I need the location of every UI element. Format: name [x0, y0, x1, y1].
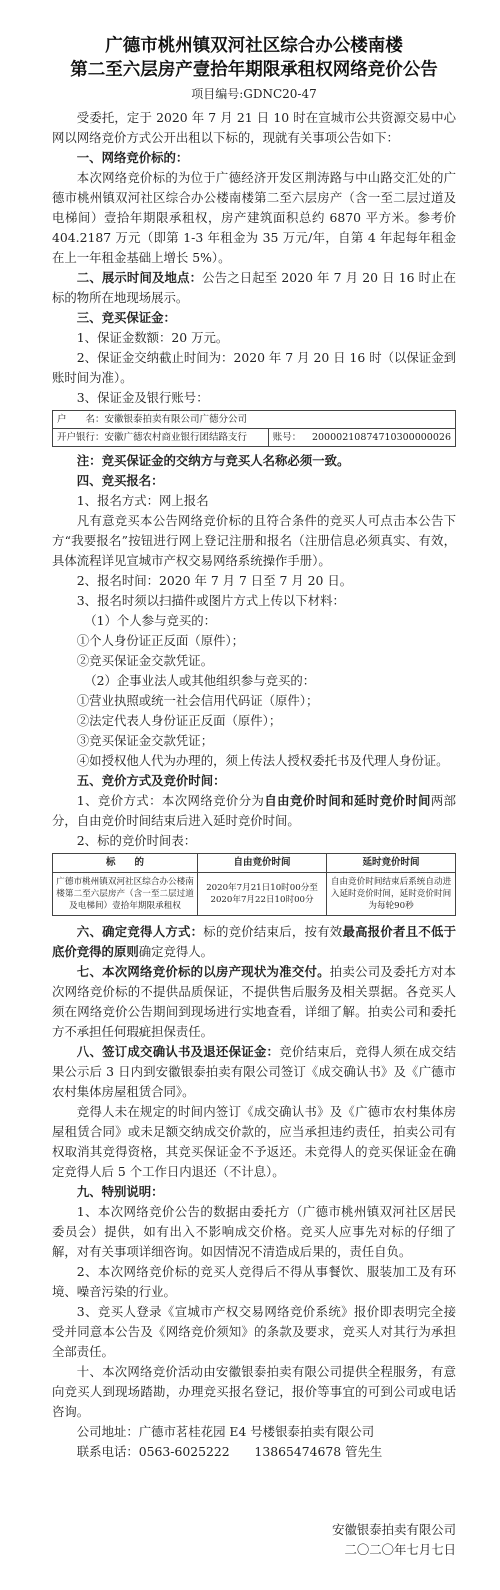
- signature-company: 安徽银泰拍卖有限公司: [332, 1522, 456, 1537]
- section-8-body-2: 竞得人未在规定的时间内签订《成交确认书》及《广德市农村集体房屋租赁合同》或未足额交纳成交价款的，应当承担违约责任，拍卖公司有权取消其竞得资格，其竞买保证金不予返还。未竞得人的竞买保证金在确定竞得人后 5 个工作日内退还（不计息）。: [52, 1104, 456, 1179]
- section-4-item-3: 3、报名时须以扫描件或图片方式上传以下材料：: [76, 593, 345, 608]
- materials-individual-a: ①个人身份证正反面（原件）；: [76, 633, 245, 648]
- bank-account-name-label: 户 名：: [57, 414, 105, 425]
- bank-row-bank: [53, 429, 456, 447]
- materials-organization-b: ②法定代表人身份证正反面（原件）；: [76, 713, 282, 728]
- bidding-schedule-table: [52, 853, 456, 916]
- bank-account-name-cell: [53, 411, 456, 429]
- section-5-heading: 五、竞价方式及竞价时间：: [76, 773, 226, 788]
- schedule-row: [53, 873, 456, 916]
- bank-name-cell: [53, 429, 269, 447]
- materials-organization-a: ①营业执照或统一社会信用代码证（原件）；: [76, 693, 319, 708]
- company-address: 公司地址：广德市茗桂花园 E4 号楼银泰拍卖有限公司: [76, 1424, 375, 1439]
- section-5-item-1-pre: 1、竞价方式：本次网络竞价分为: [76, 793, 265, 808]
- signature-date: 二〇二〇年七月七日: [344, 1542, 456, 1557]
- section-3-item-1: 1、保证金数额：20 万元。: [76, 330, 229, 345]
- bank-row-account-name: [53, 411, 456, 429]
- bank-name-label: 开户银行：: [57, 432, 105, 443]
- section-6-paragraph: [52, 922, 456, 962]
- intro-paragraph: 受委托，定于 2020 年 7 月 21 日 10 时在宣城市公共资源交易中心网以网络竞价方式公开出租以下标的，现就有关事项公告如下：: [52, 110, 456, 145]
- section-2-heading: 二、展示时间及地点：: [76, 270, 203, 285]
- materials-organization-c: ③竞买保证金交款凭证；: [76, 733, 214, 748]
- bank-name-value: 安徽广德农村商业银行团结路支行: [104, 432, 248, 443]
- project-number: 项目编号:GDNC20-47: [191, 87, 317, 101]
- section-7-paragraph: [52, 962, 456, 1042]
- section-9-item-2: 2、本次网络竞价标的竞买人竞得后不得从事餐饮、服装加工及有环境、噪音污染的行业。: [52, 1264, 456, 1299]
- section-6-bold: 最高报价者且不低于底价竞得的原则: [52, 924, 457, 959]
- schedule-cell-delay: 自由竞价时间结束后系统自动进入延时竞价时间，延时竞价时间为每轮90秒: [327, 873, 456, 916]
- section-2-paragraph: [52, 268, 456, 308]
- schedule-header-free: 自由竞价时间: [198, 854, 327, 873]
- section-3-item-2: 2、保证金交纳截止时间为：2020 年 7 月 20 日 16 时（以保证金到账时间为准）。: [52, 350, 456, 385]
- section-4-item-1-body: 凡有意竞买本公告网络竞价标的且符合条件的竞买人可点击本公告下方“我要报名”按钮进行网上登记注册和报名（注册信息必须真实、有效，具体流程详见宣城市产权交易网络系统操作手册）。: [52, 513, 456, 568]
- section-4-item-1: 1、报名方式：网上报名: [76, 493, 209, 508]
- section-5-item-1: [52, 791, 456, 831]
- section-3-item-3: 3、保证金及银行账号：: [76, 390, 209, 405]
- section-2-body: 公告之日起至 2020 年 7 月 20 日 16 时止在标的物所在地现场展示。: [52, 270, 456, 305]
- bank-account-name-value: 安徽银泰拍卖有限公司广德分公司: [104, 414, 248, 425]
- deposit-note: 注：竞买保证金的交纳方与竞买人名称必须一致。: [76, 453, 350, 468]
- materials-organization: （2）企事业法人或其他组织参与竞买的：: [84, 673, 316, 688]
- materials-individual-b: ②竞买保证金交款凭证。: [76, 653, 214, 668]
- section-3-heading: 三、竞买保证金：: [76, 310, 176, 325]
- section-5-item-2: 2、标的竞价时间表：: [76, 833, 197, 848]
- schedule-cell-free: 2020年7月21日10时00分至2020年7月22日10时00分: [198, 873, 327, 916]
- schedule-header-row: [53, 854, 456, 873]
- title-line-1: 广德市桃州镇双河社区综合办公楼南楼: [105, 36, 403, 56]
- section-8-body-1: 竞价结束后，竞得人须在成交结果公示后 3 日内到安徽银泰拍卖有限公司签订《成交确认书》及《广德市农村集体房屋租赁合同》。: [52, 1044, 457, 1099]
- bank-account-table: [52, 410, 456, 447]
- materials-organization-d: ④如授权他人代为办理的，须上传法人授权委托书及代理人身份证。: [76, 753, 449, 768]
- schedule-header-delay: 延时竞价时间: [327, 854, 456, 873]
- section-6-heading: 六、确定竞得人方式：: [76, 924, 204, 939]
- section-8-paragraph: [52, 1042, 456, 1102]
- section-10-paragraph: 十、本次网络竞价活动由安徽银泰拍卖有限公司提供全程服务，有意向竞买人到现场踏勘，办理竞买报名登记，报价等事宜的可到公司或电话咨询。: [52, 1364, 456, 1419]
- schedule-header-subject: 标 的: [53, 854, 198, 873]
- section-1-body: 本次网络竞价标的为位于广德经济开发区荆涛路与中山路交汇处的广德市桃州镇双河社区综合办公楼南楼第二至六层房产（含一至二层过道及电梯间）壹拾年期限承租权，房产建筑面积总约 6870 平方米。参考价 404.2187 万元（即第 1-3 年租金为 35 万元/年，自第 4 年起每年租金在上一年租金基础上增长 5%）。: [52, 170, 456, 265]
- section-7-heading: 七、本次网络竞价标的以房产现状为准交付。: [76, 964, 330, 979]
- section-6-pre: 标的竞价结束后，按有效: [203, 924, 343, 939]
- section-8-heading: 八、签订成交确认书及退还保证金：: [76, 1044, 280, 1059]
- bank-account-number-value: 20000210874710300000026: [308, 429, 456, 447]
- section-6-post: 确定竞得人。: [138, 944, 214, 959]
- title-line-2: 第二至六层房产壹拾年期限承租权网络竞价公告: [70, 60, 438, 80]
- section-4-heading: 四、竞买报名：: [76, 473, 164, 488]
- section-9-heading: 九、特别说明：: [76, 1184, 164, 1199]
- section-4-item-2: 2、报名时间：2020 年 7 月 7 日至 7 月 20 日。: [76, 573, 353, 588]
- section-5-item-1-bold: 自由竞价时间和延时竞价时间: [264, 793, 431, 808]
- contact-phone: 联系电话：0563-6025222 13865474678 管先生: [76, 1444, 383, 1459]
- section-1-heading: 一、网络竞价标的：: [76, 150, 189, 165]
- materials-individual: （1）个人参与竞买的：: [84, 613, 217, 628]
- section-5-item-1-post: 两部分，自由竞价时间结束后进入延时竞价时间。: [52, 793, 457, 828]
- schedule-cell-subject: 广德市桃州镇双河社区综合办公楼南楼第二至六层房产（含一至二层过道及电梯间）壹拾年期限承租权: [53, 873, 198, 916]
- bank-account-number-label: 账号：: [268, 429, 308, 447]
- section-9-item-1: 1、本次网络竞价公告的数据由委托方（广德市桃州镇双河社区居民委员会）提供，如有出入不影响成交价格。竞买人应事先对标的仔细了解，对有关事项详细咨询。如因情况不清造成后果的，责任自负。: [52, 1204, 456, 1259]
- section-9-item-3: 3、竞买人登录《宣城市产权交易网络竞价系统》报价即表明完全接受并同意本公告及《网络竞价须知》的条款及要求，竞买人对其行为承担全部责任。: [52, 1304, 456, 1359]
- section-7-body: 拍卖公司及委托方对本次网络竞价标的不提供品质保证，不提供售后服务及相关票据。各竞买人须在网络竞价公告期间到现场进行实地查看，详细了解。拍卖公司和委托方不承担任何瑕疵担保责任。: [52, 964, 457, 1039]
